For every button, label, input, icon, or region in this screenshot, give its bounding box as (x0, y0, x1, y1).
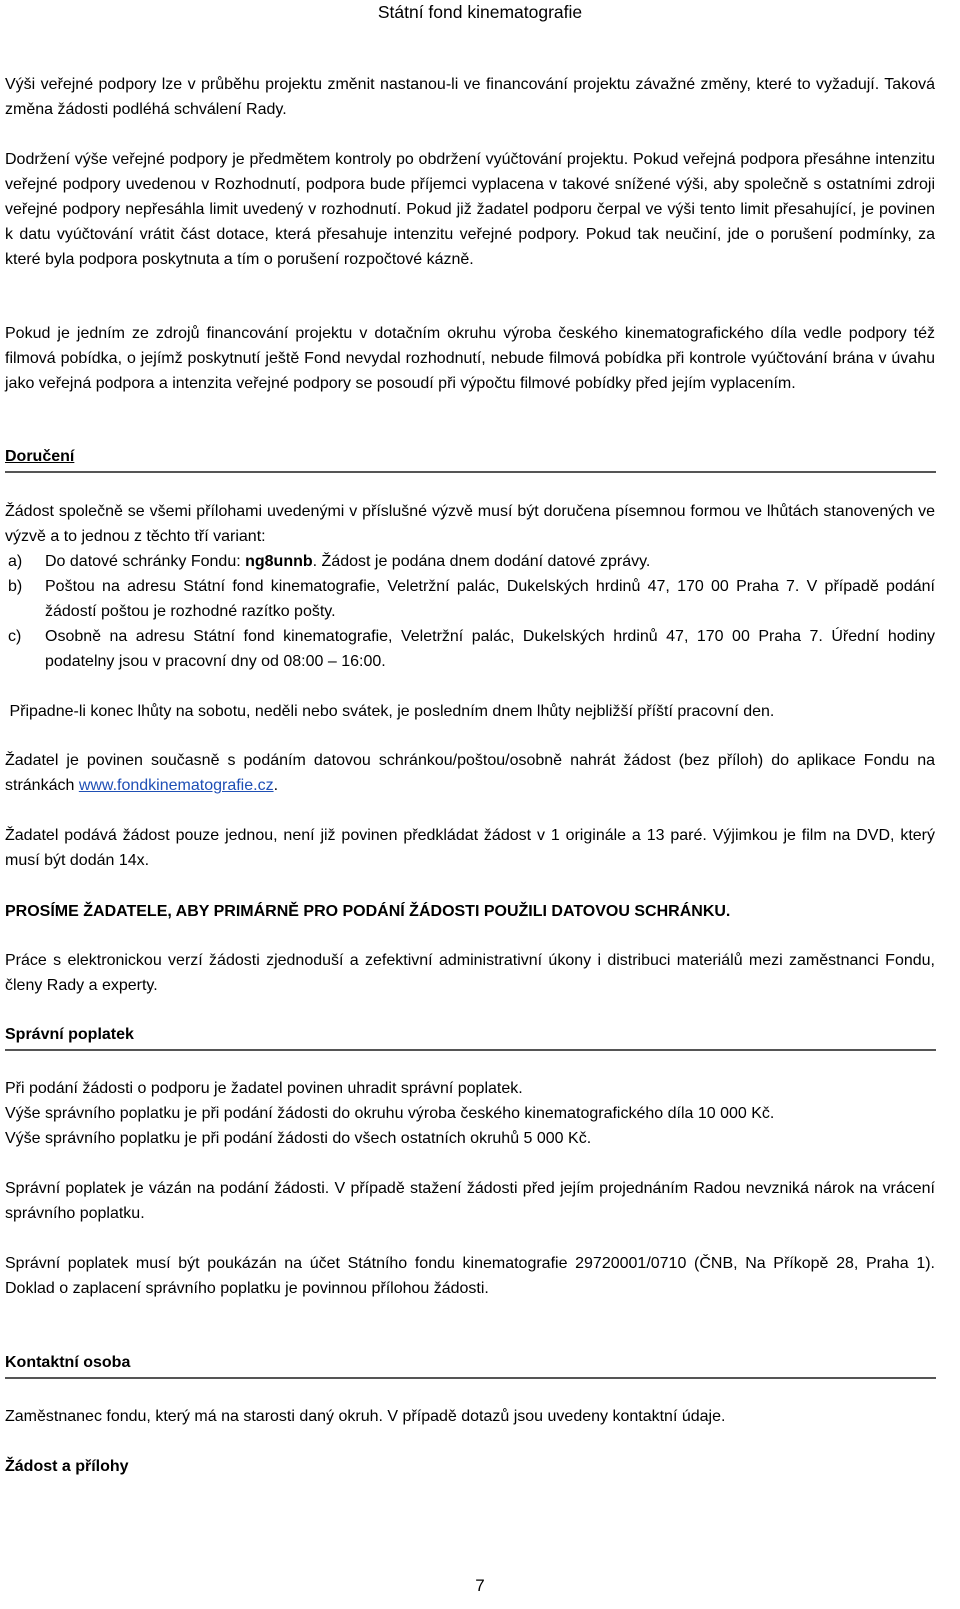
page-header: Státní fond kinematografie (377, 2, 583, 22)
paragraph-upload: Žadatel je povinen současně s podáním datovou schránkou/poštou/osobně nahrát žádost (bez příloh) do aplikace Fondu na stránkách www.fondkinematografie.cz. (5, 752, 935, 794)
delivery-options-list (5, 549, 935, 674)
section-heading-poplatek (5, 1024, 936, 1051)
section-heading-kontakt (5, 1352, 936, 1379)
list-marker: c) (8, 628, 22, 645)
page-number: 7 (475, 1576, 485, 1595)
list-item (5, 624, 935, 674)
databox-id: ng8unnb (245, 553, 313, 570)
paragraph-fee-account: Správní poplatek musí být poukázán na účet Státního fondu kinematografie 29720001/0710 (ČNB, Na Příkopě 28, Praha 1). Doklad o zaplacení správního poplatku je povinnou přílohou žádosti. (5, 1255, 935, 1297)
paragraph-electronic: Práce s elektronickou verzí žádosti zjednoduší a zefektivní administrativní úkony i distribuci materiálů mezi zaměstnanci Fondu, členy Rady a experty. (5, 952, 935, 994)
paragraph-contact: Zaměstnanec fondu, který má na starosti daný okruh. V případě dotazů jsou uvedeny kontaktní údaje. (5, 1408, 726, 1425)
section-heading-label: Kontaktní osoba (5, 1354, 131, 1371)
paragraph-single-submission: Žadatel podává žádost pouze jednou, není již povinen předkládat žádost v 1 originále a 13 paré. Výjimkou je film na DVD, který musí být dodán 14x. (5, 827, 935, 869)
paragraph-delivery-intro: Žádost společně se všemi přílohami uvedenými v příslušné výzvě musí být doručena písemnou formou ve lhůtách stanovených ve výzvě a to jednou z těchto tří variant: (5, 503, 935, 545)
paragraph-support-change: Výši veřejné podpory lze v průběhu projektu změnit nastanou-li ve financování projektu závažné změny, které to vyžadují. Taková změna žádosti podléhá schválení Rady. (5, 76, 935, 118)
paragraph-film-incentive: Pokud je jedním ze zdrojů financování projektu v dotačním okruhu výroba českého kinematografického díla vedle podpory též filmová pobídka, o jejímž poskytnutí ještě Fond nevydal rozhodnutí, nebude filmová pobídka při kontrole vyúčtování brána v úvahu jako veřejná podpora a intenzita veřejné podpory se posoudí při výpočtu filmové pobídky před jejím vyplacením. (5, 325, 935, 392)
fee-line: Výše správního poplatku je při podání žádosti do všech ostatních okruhů 5 000 Kč. (5, 1130, 592, 1147)
list-item (5, 549, 935, 574)
list-item (5, 574, 935, 624)
list-marker: a) (8, 553, 23, 570)
paragraph-deadline: Připadne-li konec lhůty na sobotu, neděli nebo svátek, je posledním dnem lhůty nejbližší příští pracovní den. (5, 703, 775, 720)
section-heading-doruceni (5, 446, 936, 473)
paragraph-support-control: Dodržení výše veřejné podpory je předmětem kontroly po obdržení vyúčtování projektu. Pokud veřejná podpora přesáhne intenzitu veřejné podpory uvedenou v Rozhodnutí, podpora bude příjemci vyplacena v takové snížené výši, aby společně s ostatními zdroji veřejné podpory nepřesáhla limit uvedený v rozhodnutí. Pokud již žadatel podporu čerpal ve výši tento limit přesahující, je povinen k datu vyúčtování vrátit část dotace, která přesahuje intenzitu veřejné podpory. Pokud tak neučiní, jde o porušení podmínky, za které byla podpora poskytnuta a tím o porušení rozpočtové kázně. (5, 151, 935, 268)
section-heading-label: Doručení (5, 448, 75, 465)
fee-line: Při podání žádosti o podporu je žadatel povinen uhradit správní poplatek. (5, 1080, 523, 1097)
notice-databox: PROSÍME ŽADATELE, ABY PRIMÁRNĚ PRO PODÁNÍ ŽÁDOSTI POUŽILI DATOVOU SCHRÁNKU. (5, 903, 731, 920)
paragraph-fee-refund: Správní poplatek je vázán na podání žádosti. V případě stažení žádosti před jejím projednáním Radou nevzniká nárok na vrácení správního poplatku. (5, 1180, 935, 1222)
section-heading-label: Správní poplatek (5, 1026, 134, 1043)
list-item-text: Osobně na adresu Státní fond kinematografie, Veletržní palác, Dukelských hrdinů 47, 170 00 Praha 7. Úřední hodiny podatelny jsou v pracovní dny od 08:00 – 16:00. (45, 628, 935, 670)
fee-line: Výše správního poplatku je při podání žádosti do okruhu výroba českého kinematografického díla 10 000 Kč. (5, 1105, 775, 1122)
list-item-text: Do datové schránky Fondu: ng8unnb. Žádost je podána dnem dodání datové zprávy. (45, 553, 651, 570)
list-item-text: Poštou na adresu Státní fond kinematografie, Veletržní palác, Dukelských hrdinů 47, 170 00 Praha 7. V případě podání žádostí poštou je rozhodné razítko pošty. (45, 578, 935, 620)
fee-lines (5, 1076, 935, 1151)
section-heading-zadost: Žádost a přílohy (5, 1458, 129, 1475)
website-link[interactable]: www.fondkinematografie.cz (78, 777, 274, 794)
list-marker: b) (8, 578, 23, 595)
